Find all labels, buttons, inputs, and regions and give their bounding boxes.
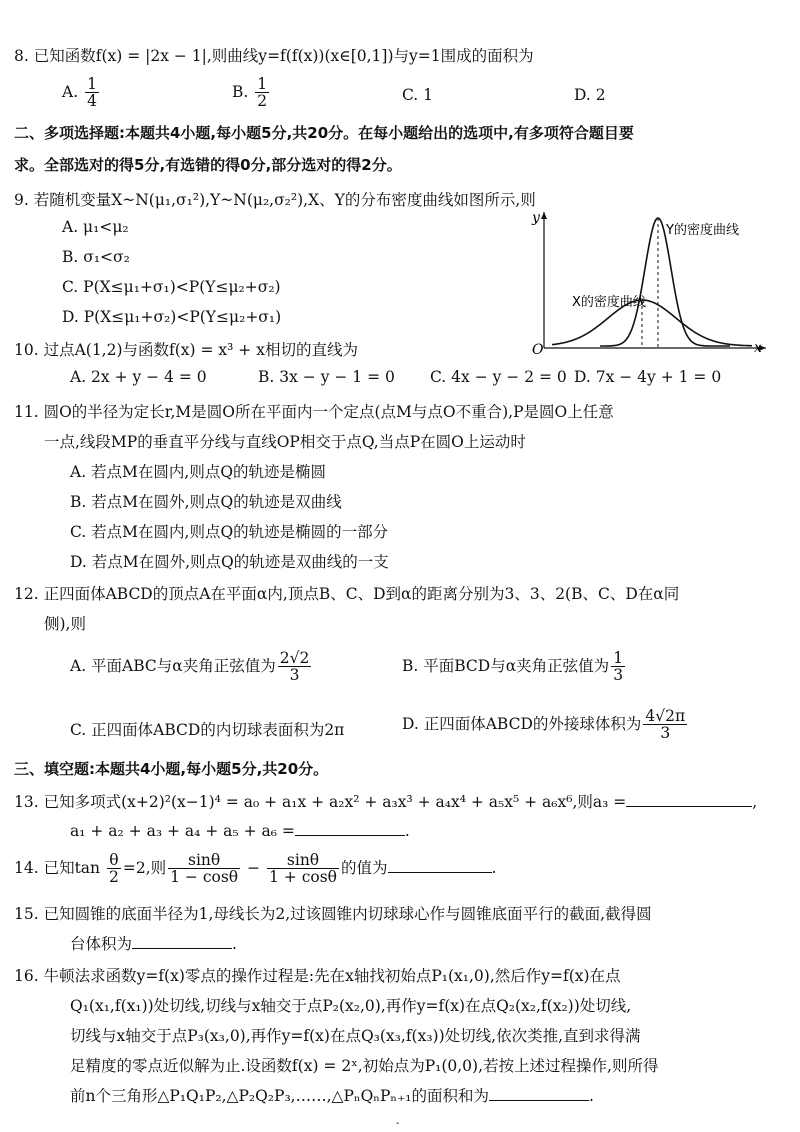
q9-stem: 9. 若随机变量X~N(μ₁,σ₁²),Y~N(μ₂,σ₂²),X、Y的分布密度曲线如图所示,则: [14, 191, 536, 209]
q12-option-a: [70, 650, 313, 684]
x-curve-label: X的密度曲线: [572, 295, 646, 310]
answer-blank[interactable]: [626, 806, 752, 807]
q16-line2: Q₁(x₁,f(x₁))处切线,切线与x轴交于点P₂(x₂,0),再作y=f(x)在点Q₂(x₂,f(x₂))处切线,: [70, 997, 632, 1015]
q9-option-a: A. μ₁<μ₂: [62, 218, 129, 236]
q10-option-d: D. 7x − 4y + 1 = 0: [574, 368, 722, 386]
numerator: 1: [257, 75, 268, 93]
numerator: 4√2π: [645, 707, 686, 725]
q8-option-d: D. 2: [574, 86, 606, 104]
fraction: [278, 650, 312, 684]
q10-option-b: B. 3x − y − 1 = 0: [258, 368, 395, 386]
q11-stem-line1: 11. 圆O的半径为定长r,M是圆O所在平面内一个定点(点M与点O不重合),P是圆O上任意: [14, 403, 614, 421]
denominator: 3: [613, 666, 624, 685]
q10-option-c: C. 4x − y − 2 = 0: [430, 368, 567, 386]
y-axis-label: y: [532, 210, 540, 226]
q11-option-a: A. 若点M在圆内,则点Q的轨迹是椭圆: [70, 463, 327, 481]
q14-mid: =2,则: [122, 858, 167, 877]
page-footer-mark: -: [396, 1118, 400, 1129]
q8-stem: 8. 已知函数f(x) = |2x − 1|,则曲线y=f(f(x))(x∈[0,1])与y=1围成的面积为: [14, 47, 534, 65]
fraction: [168, 852, 240, 886]
numerator: 2√2: [279, 649, 310, 667]
denominator: 4: [87, 92, 97, 111]
numerator: 1: [613, 649, 624, 667]
numerator: θ: [107, 852, 121, 869]
q13-sum-expression: a₁ + a₂ + a₃ + a₄ + a₅ + a₆ =: [70, 822, 295, 840]
fraction: [107, 852, 121, 886]
q16-line1: 16. 牛顿法求函数y=f(x)零点的操作过程是:先在x轴找初始点P₁(x₁,0),然后作y=f(x)在点: [14, 967, 621, 985]
section2-heading-line1: 二、多项选择题:本题共4小题,每小题5分,共20分。在每小题给出的选项中,有多项符合题目要: [14, 124, 634, 142]
denominator: 3: [289, 666, 300, 685]
option-text: D. 正四面体ABCD的外接球体积为: [402, 714, 642, 733]
q12-option-b: [402, 650, 627, 684]
numerator: sinθ: [168, 852, 240, 869]
option-label: A.: [62, 82, 79, 101]
q13-line1: [14, 790, 757, 812]
section2-heading-line2: 求。全部选对的得5分,有选错的得0分,部分选对的得2分。: [14, 156, 402, 174]
q14-line: [14, 852, 496, 886]
q10-option-a: A. 2x + y − 4 = 0: [70, 368, 207, 386]
q14-suffix: 的值为: [341, 858, 388, 877]
punctuation: .: [491, 858, 497, 877]
q12-option-c: C. 正四面体ABCD的内切球表面积为2π: [70, 721, 345, 739]
q11-option-d: D. 若点M在圆外,则点Q的轨迹是双曲线的一支: [70, 553, 389, 571]
punctuation: .: [404, 822, 410, 840]
q15-line1: 15. 已知圆锥的底面半径为1,母线长为2,过该圆锥内切球球心作与圆锥底面平行的截面,截得圆: [14, 905, 652, 923]
fraction: [643, 708, 687, 742]
fraction: [85, 76, 99, 110]
q11-stem-line2: 一点,线段MP的垂直平分线与直线OP相交于点Q,当点P在圆O上运动时: [44, 433, 526, 451]
punctuation: .: [589, 1087, 594, 1105]
q10-stem: 10. 过点A(1,2)与函数f(x) = x³ + x相切的直线为: [14, 341, 358, 359]
q12-stem-line1: 12. 正四面体ABCD的顶点A在平面α内,顶点B、C、D到α的距离分别为3、3、2(B、C、D在α同: [14, 585, 680, 603]
origin-label: O: [532, 342, 544, 358]
q9-option-b: B. σ₁<σ₂: [62, 248, 130, 266]
numerator: 1: [87, 75, 97, 93]
q8-option-a: [62, 76, 101, 110]
denominator: 2: [257, 92, 268, 111]
q16-line4: 足精度的零点近似解为止.设函数f(x) = 2ˣ,初始点为P₁(0,0),若按上述过程操作,则所得: [70, 1057, 659, 1075]
minus-sign: −: [247, 858, 261, 877]
q12-option-d: [402, 708, 689, 742]
q9-option-c: C. P(X≤μ₁+σ₁)<P(Y≤μ₂+σ₂): [62, 278, 281, 296]
fraction: [611, 650, 625, 684]
y-curve-label: Y的密度曲线: [666, 223, 739, 238]
q12-stem-line2: 侧),则: [44, 615, 86, 633]
answer-blank[interactable]: [295, 835, 405, 836]
option-label: B.: [232, 82, 249, 101]
q11-option-b: B. 若点M在圆外,则点Q的轨迹是双曲线: [70, 493, 342, 511]
section3-heading: 三、填空题:本题共4小题,每小题5分,共20分。: [14, 760, 329, 778]
denominator: 1 + cosθ: [269, 868, 338, 887]
q13-equation: 13. 已知多项式(x+2)²(x−1)⁴ = a₀ + a₁x + a₂x² + a₃x³ + a₄x⁴ + a₅x⁵ + a₆x⁶,则a₃ =: [14, 793, 627, 811]
q11-option-c: C. 若点M在圆内,则点Q的轨迹是椭圆的一部分: [70, 523, 389, 541]
punctuation: .: [232, 935, 237, 953]
q16-line5: [70, 1084, 594, 1106]
q8-option-b: [232, 76, 271, 110]
punctuation: ,: [752, 793, 758, 811]
denominator: 1 − cosθ: [170, 868, 239, 887]
fraction: [267, 852, 339, 886]
denominator: 2: [108, 868, 119, 887]
q16-line3: 切线与x轴交于点P₃(x₃,0),再作y=f(x)在点Q₃(x₃,f(x₃))处切线,依次类推,直到求得满: [70, 1027, 641, 1045]
numerator: sinθ: [267, 852, 339, 869]
q15-line2: [70, 932, 237, 954]
option-text: A. 平面ABC与α夹角正弦值为: [70, 656, 276, 675]
q13-line2: [70, 822, 410, 840]
answer-blank[interactable]: [489, 1100, 589, 1101]
q8-option-c: C. 1: [402, 86, 434, 104]
q16-text: 前n个三角形△P₁Q₁P₂,△P₂Q₂P₃,……,△PₙQₙPₙ₊₁的面积和为: [70, 1087, 490, 1105]
answer-blank[interactable]: [132, 948, 232, 949]
fraction: [255, 76, 269, 110]
q15-text: 台体积为: [70, 935, 133, 953]
y-axis-arrow-icon: [541, 212, 547, 219]
option-text: B. 平面BCD与α夹角正弦值为: [402, 656, 610, 675]
x-axis-label: x: [754, 340, 762, 356]
q9-option-d: D. P(X≤μ₁+σ₂)<P(Y≤μ₂+σ₁): [62, 308, 282, 326]
density-curves-figure: [530, 208, 770, 358]
q14-prefix: 14. 已知tan: [14, 858, 101, 877]
denominator: 3: [660, 724, 671, 743]
answer-blank[interactable]: [388, 872, 492, 873]
